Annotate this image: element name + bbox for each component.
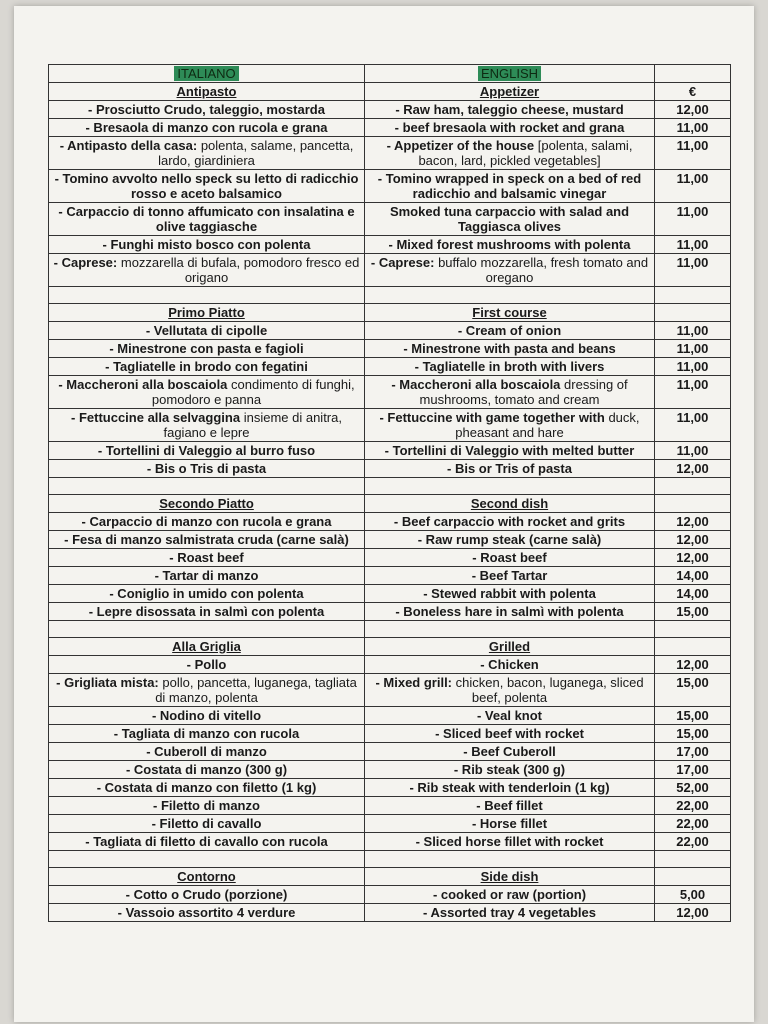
dish-name-en bbox=[365, 442, 655, 460]
section-title-it-text: Antipasto bbox=[176, 84, 237, 99]
dish-price: 11,00 bbox=[655, 409, 731, 442]
dish-price: 11,00 bbox=[655, 170, 731, 203]
spacer-row bbox=[49, 287, 731, 304]
dish-name-en bbox=[365, 674, 655, 707]
dish-name-en bbox=[365, 886, 655, 904]
menu-item-row bbox=[49, 513, 731, 531]
dish-price: 17,00 bbox=[655, 743, 731, 761]
dish-name-en bbox=[365, 549, 655, 567]
section-title-it-text: Secondo Piatto bbox=[159, 496, 254, 511]
dish-title-it: - Costata di manzo (300 g) bbox=[125, 762, 288, 777]
menu-item-row bbox=[49, 409, 731, 442]
dish-price: 12,00 bbox=[655, 531, 731, 549]
currency-cell bbox=[655, 83, 731, 101]
dish-name-en bbox=[365, 101, 655, 119]
dish-name-it bbox=[49, 743, 365, 761]
dish-price: 11,00 bbox=[655, 322, 731, 340]
dish-title-en: - Mixed forest mushrooms with polenta bbox=[388, 237, 631, 252]
dish-title-en: - Fettuccine with game together with bbox=[379, 410, 605, 425]
dish-title-en: - Boneless hare in salmì with polenta bbox=[395, 604, 624, 619]
dish-title-en: - Tortellini di Valeggio with melted butter bbox=[384, 443, 635, 458]
dish-price: 11,00 bbox=[655, 358, 731, 376]
dish-price: 22,00 bbox=[655, 833, 731, 851]
menu-item-row bbox=[49, 340, 731, 358]
dish-title-en: Smoked tuna carpaccio with salad and Taggiasca olives bbox=[389, 204, 630, 234]
menu-item-row bbox=[49, 674, 731, 707]
dish-detail-en: duck, pheasant and hare bbox=[455, 410, 640, 440]
dish-title-en: - Sliced beef with rocket bbox=[435, 726, 584, 741]
dish-name-it bbox=[49, 340, 365, 358]
dish-price: 15,00 bbox=[655, 725, 731, 743]
dish-title-en: - Cream of onion bbox=[457, 323, 562, 338]
dish-price: 14,00 bbox=[655, 585, 731, 603]
dish-name-it bbox=[49, 656, 365, 674]
menu-item-row bbox=[49, 203, 731, 236]
menu-item-row bbox=[49, 460, 731, 478]
dish-price: 11,00 bbox=[655, 137, 731, 170]
spacer-cell bbox=[655, 287, 731, 304]
dish-title-en: - Caprese: bbox=[370, 255, 435, 270]
dish-name-it bbox=[49, 442, 365, 460]
dish-price: 52,00 bbox=[655, 779, 731, 797]
menu-item-row bbox=[49, 904, 731, 922]
spacer-cell bbox=[655, 478, 731, 495]
dish-name-it bbox=[49, 409, 365, 442]
dish-price: 12,00 bbox=[655, 101, 731, 119]
dish-name-it bbox=[49, 585, 365, 603]
spacer-row bbox=[49, 851, 731, 868]
menu-item-row bbox=[49, 567, 731, 585]
italian-label: ITALIANO bbox=[174, 66, 238, 81]
menu-item-row bbox=[49, 549, 731, 567]
dish-price: 22,00 bbox=[655, 797, 731, 815]
dish-name-it bbox=[49, 170, 365, 203]
dish-name-it bbox=[49, 567, 365, 585]
dish-price: 11,00 bbox=[655, 254, 731, 287]
dish-title-en: - Beef Tartar bbox=[471, 568, 548, 583]
section-title-it bbox=[49, 83, 365, 101]
dish-title-en: - Bis or Tris of pasta bbox=[447, 461, 572, 476]
dish-title-it: - Fesa di manzo salmistrata cruda (carne salà) bbox=[64, 532, 349, 547]
dish-name-it bbox=[49, 904, 365, 922]
dish-name-it bbox=[49, 101, 365, 119]
dish-detail-it: mozzarella di bufala, pomodoro fresco ed origano bbox=[120, 255, 360, 285]
spacer-cell bbox=[655, 851, 731, 868]
dish-price: 12,00 bbox=[655, 513, 731, 531]
dish-title-en: - Stewed rabbit with polenta bbox=[423, 586, 596, 601]
dish-title-it: - Antipasto della casa: bbox=[59, 138, 198, 153]
spacer-cell bbox=[365, 478, 655, 495]
section-title-it-text: Primo Piatto bbox=[168, 305, 245, 320]
dish-title-en: - Horse fillet bbox=[471, 816, 548, 831]
menu-item-row bbox=[49, 707, 731, 725]
spacer-cell bbox=[49, 287, 365, 304]
dish-title-en: - beef bresaola with rocket and grana bbox=[394, 120, 625, 135]
spacer-row bbox=[49, 621, 731, 638]
dish-price: 15,00 bbox=[655, 603, 731, 621]
dish-title-it: - Tomino avvolto nello speck su letto di radicchio rosso e aceto balsamico bbox=[54, 171, 359, 201]
section-title-it bbox=[49, 495, 365, 513]
dish-title-en: - Assorted tray 4 vegetables bbox=[423, 905, 596, 920]
dish-detail-en: dressing of mushrooms, tomato and cream bbox=[419, 377, 628, 407]
dish-price: 12,00 bbox=[655, 656, 731, 674]
dish-name-en bbox=[365, 460, 655, 478]
spacer-cell bbox=[365, 287, 655, 304]
dish-name-it bbox=[49, 725, 365, 743]
currency-cell bbox=[655, 638, 731, 656]
spacer-cell bbox=[49, 851, 365, 868]
dish-detail-it: insieme di anitra, fagiano e lepre bbox=[163, 410, 342, 440]
dish-title-it: - Grigliata mista: bbox=[56, 675, 159, 690]
dish-name-en bbox=[365, 531, 655, 549]
menu-item-row bbox=[49, 137, 731, 170]
dish-name-en bbox=[365, 170, 655, 203]
menu-item-row bbox=[49, 761, 731, 779]
menu-item-row bbox=[49, 322, 731, 340]
dish-name-it bbox=[49, 531, 365, 549]
dish-name-it bbox=[49, 761, 365, 779]
currency-cell bbox=[655, 495, 731, 513]
italian-column-header bbox=[49, 65, 365, 83]
dish-price: 12,00 bbox=[655, 549, 731, 567]
price-column-header bbox=[655, 65, 731, 83]
dish-detail-en: [polenta, salami, bacon, lard, pickled vegetables] bbox=[418, 138, 633, 168]
dish-price: 12,00 bbox=[655, 904, 731, 922]
dish-price: 11,00 bbox=[655, 442, 731, 460]
dish-name-it bbox=[49, 376, 365, 409]
menu-item-row bbox=[49, 101, 731, 119]
section-title-en-text: Side dish bbox=[480, 869, 539, 884]
dish-name-en bbox=[365, 137, 655, 170]
dish-name-en bbox=[365, 409, 655, 442]
menu-item-row bbox=[49, 376, 731, 409]
spacer-row bbox=[49, 478, 731, 495]
dish-title-it: - Tagliata di filetto di cavallo con rucola bbox=[85, 834, 328, 849]
dish-title-en: - Chicken bbox=[480, 657, 539, 672]
dish-title-it: - Filetto di cavallo bbox=[151, 816, 262, 831]
dish-detail-it: pollo, pancetta, luganega, tagliata di manzo, polenta bbox=[155, 675, 357, 705]
dish-name-it bbox=[49, 358, 365, 376]
dish-price: 17,00 bbox=[655, 761, 731, 779]
dish-price: 12,00 bbox=[655, 460, 731, 478]
dish-name-it bbox=[49, 254, 365, 287]
dish-title-en: - Raw rump steak (carne salà) bbox=[417, 532, 602, 547]
dish-name-en bbox=[365, 761, 655, 779]
dish-name-it bbox=[49, 779, 365, 797]
dish-title-it: - Maccheroni alla boscaiola bbox=[58, 377, 228, 392]
section-title-en-text: Appetizer bbox=[479, 84, 540, 99]
dish-title-it: - Bresaola di manzo con rucola e grana bbox=[85, 120, 328, 135]
dish-name-it bbox=[49, 119, 365, 137]
dish-name-en bbox=[365, 567, 655, 585]
dish-title-en: - Beef Cuberoll bbox=[463, 744, 556, 759]
section-header-row bbox=[49, 304, 731, 322]
dish-name-en bbox=[365, 322, 655, 340]
dish-name-en bbox=[365, 815, 655, 833]
dish-title-en: - Rib steak with tenderloin (1 kg) bbox=[409, 780, 610, 795]
currency-symbol: € bbox=[688, 84, 697, 99]
dish-title-it: - Minestrone con pasta e fagioli bbox=[109, 341, 304, 356]
dish-title-en: - Minestrone with pasta and beans bbox=[403, 341, 616, 356]
menu-item-row bbox=[49, 442, 731, 460]
section-title-en-text: Grilled bbox=[488, 639, 531, 654]
menu-item-row bbox=[49, 815, 731, 833]
dish-title-it: - Prosciutto Crudo, taleggio, mostarda bbox=[88, 102, 325, 117]
english-label: ENGLISH bbox=[478, 66, 541, 81]
dish-name-it bbox=[49, 707, 365, 725]
dish-title-en: - Maccheroni alla boscaiola bbox=[391, 377, 561, 392]
section-header-row bbox=[49, 638, 731, 656]
spacer-cell bbox=[655, 621, 731, 638]
dish-name-it bbox=[49, 460, 365, 478]
section-title-it-text: Alla Griglia bbox=[172, 639, 241, 654]
dish-name-it bbox=[49, 513, 365, 531]
dish-price: 5,00 bbox=[655, 886, 731, 904]
dish-price: 22,00 bbox=[655, 815, 731, 833]
dish-name-en bbox=[365, 743, 655, 761]
menu-item-row bbox=[49, 833, 731, 851]
menu-sheet bbox=[14, 6, 754, 1022]
section-title-en bbox=[365, 495, 655, 513]
dish-title-en: - Appetizer of the house bbox=[386, 138, 535, 153]
dish-detail-en: chicken, bacon, luganega, sliced beef, polenta bbox=[455, 675, 644, 705]
dish-name-it bbox=[49, 797, 365, 815]
dish-title-en: - Raw ham, taleggio cheese, mustard bbox=[395, 102, 624, 117]
dish-detail-it: condimento di funghi, pomodoro e panna bbox=[151, 377, 355, 407]
dish-name-it bbox=[49, 236, 365, 254]
dish-name-en bbox=[365, 340, 655, 358]
menu-item-row bbox=[49, 170, 731, 203]
dish-title-it: - Pollo bbox=[186, 657, 227, 672]
menu-item-row bbox=[49, 797, 731, 815]
dish-title-en: - Beef carpaccio with rocket and grits bbox=[393, 514, 626, 529]
section-title-en bbox=[365, 304, 655, 322]
dish-name-en bbox=[365, 236, 655, 254]
dish-name-en bbox=[365, 725, 655, 743]
dish-name-it bbox=[49, 137, 365, 170]
dish-name-en bbox=[365, 656, 655, 674]
dish-name-it bbox=[49, 815, 365, 833]
menu-item-row bbox=[49, 531, 731, 549]
dish-title-it: - Bis o Tris di pasta bbox=[146, 461, 267, 476]
dish-title-it: - Tartar di manzo bbox=[154, 568, 259, 583]
section-title-en bbox=[365, 83, 655, 101]
dish-title-it: - Filetto di manzo bbox=[153, 798, 260, 813]
dish-price: 11,00 bbox=[655, 119, 731, 137]
dish-title-en: - Sliced horse fillet with rocket bbox=[415, 834, 604, 849]
dish-title-en: - cooked or raw (portion) bbox=[432, 887, 587, 902]
dish-detail-it: polenta, salame, pancetta, lardo, giardiniera bbox=[158, 138, 354, 168]
section-header-row bbox=[49, 495, 731, 513]
language-header-row bbox=[49, 65, 731, 83]
section-title-en bbox=[365, 638, 655, 656]
dish-name-it bbox=[49, 322, 365, 340]
dish-title-en: - Beef fillet bbox=[476, 798, 543, 813]
section-title-it bbox=[49, 304, 365, 322]
menu-item-row bbox=[49, 603, 731, 621]
dish-name-en bbox=[365, 585, 655, 603]
dish-name-en bbox=[365, 603, 655, 621]
dish-price: 14,00 bbox=[655, 567, 731, 585]
dish-price: 15,00 bbox=[655, 707, 731, 725]
dish-name-en bbox=[365, 513, 655, 531]
section-title-en-text: Second dish bbox=[470, 496, 549, 511]
dish-title-en: - Tagliatelle in broth with livers bbox=[414, 359, 605, 374]
spacer-cell bbox=[49, 478, 365, 495]
menu-item-row bbox=[49, 236, 731, 254]
dish-name-en bbox=[365, 203, 655, 236]
menu-item-row bbox=[49, 585, 731, 603]
menu-item-row bbox=[49, 656, 731, 674]
dish-title-it: - Roast beef bbox=[169, 550, 244, 565]
dish-title-it: - Tagliatelle in brodo con fegatini bbox=[105, 359, 308, 374]
dish-name-it bbox=[49, 886, 365, 904]
menu-item-row bbox=[49, 886, 731, 904]
menu-item-row bbox=[49, 119, 731, 137]
menu-item-row bbox=[49, 358, 731, 376]
currency-cell bbox=[655, 304, 731, 322]
dish-title-it: - Lepre disossata in salmì con polenta bbox=[88, 604, 325, 619]
section-title-it bbox=[49, 868, 365, 886]
dish-title-it: - Fettuccine alla selvaggina bbox=[71, 410, 241, 425]
dish-title-en: - Roast beef bbox=[472, 550, 547, 565]
dish-name-it bbox=[49, 833, 365, 851]
menu-item-row bbox=[49, 725, 731, 743]
menu-item-row bbox=[49, 743, 731, 761]
english-column-header bbox=[365, 65, 655, 83]
dish-title-en: - Rib steak (300 g) bbox=[453, 762, 566, 777]
dish-name-it bbox=[49, 603, 365, 621]
spacer-cell bbox=[49, 621, 365, 638]
dish-name-en bbox=[365, 797, 655, 815]
menu-table bbox=[48, 64, 731, 922]
dish-name-en bbox=[365, 833, 655, 851]
dish-name-en bbox=[365, 904, 655, 922]
dish-title-it: - Coniglio in umido con polenta bbox=[109, 586, 304, 601]
dish-name-it bbox=[49, 203, 365, 236]
dish-title-it: - Vellutata di cipolle bbox=[145, 323, 268, 338]
dish-title-it: - Cotto o Crudo (porzione) bbox=[125, 887, 288, 902]
dish-title-it: - Costata di manzo con filetto (1 kg) bbox=[96, 780, 317, 795]
dish-price: 15,00 bbox=[655, 674, 731, 707]
dish-price: 11,00 bbox=[655, 203, 731, 236]
dish-title-it: - Tagliata di manzo con rucola bbox=[113, 726, 300, 741]
dish-name-it bbox=[49, 674, 365, 707]
section-header-row bbox=[49, 83, 731, 101]
dish-name-en bbox=[365, 376, 655, 409]
dish-name-en bbox=[365, 707, 655, 725]
dish-title-it: - Funghi misto bosco con polenta bbox=[102, 237, 311, 252]
section-title-en-text: First course bbox=[472, 305, 547, 320]
dish-name-en bbox=[365, 779, 655, 797]
dish-title-en: - Mixed grill: bbox=[375, 675, 453, 690]
spacer-cell bbox=[365, 851, 655, 868]
dish-title-it: - Vassoio assortito 4 verdure bbox=[117, 905, 296, 920]
currency-cell bbox=[655, 868, 731, 886]
section-header-row bbox=[49, 868, 731, 886]
dish-title-it: - Carpaccio di manzo con rucola e grana bbox=[81, 514, 332, 529]
dish-detail-en: buffalo mozzarella, fresh tomato and oregano bbox=[438, 255, 649, 285]
dish-title-it: - Tortellini di Valeggio al burro fuso bbox=[97, 443, 316, 458]
dish-title-en: - Veal knot bbox=[476, 708, 543, 723]
menu-item-row bbox=[49, 779, 731, 797]
section-title-it bbox=[49, 638, 365, 656]
dish-title-it: - Cuberoll di manzo bbox=[146, 744, 267, 759]
menu-item-row bbox=[49, 254, 731, 287]
dish-price: 11,00 bbox=[655, 236, 731, 254]
dish-name-it bbox=[49, 549, 365, 567]
dish-price: 11,00 bbox=[655, 376, 731, 409]
dish-title-it: - Nodino di vitello bbox=[151, 708, 262, 723]
dish-name-en bbox=[365, 119, 655, 137]
dish-name-en bbox=[365, 358, 655, 376]
section-title-it-text: Contorno bbox=[177, 869, 236, 884]
section-title-en bbox=[365, 868, 655, 886]
spacer-cell bbox=[365, 621, 655, 638]
dish-title-en: - Tomino wrapped in speck on a bed of red radicchio and balsamic vinegar bbox=[377, 171, 642, 201]
dish-title-it: - Caprese: bbox=[53, 255, 118, 270]
dish-price: 11,00 bbox=[655, 340, 731, 358]
dish-name-en bbox=[365, 254, 655, 287]
dish-title-it: - Carpaccio di tonno affumicato con insalatina e olive taggiasche bbox=[58, 204, 355, 234]
